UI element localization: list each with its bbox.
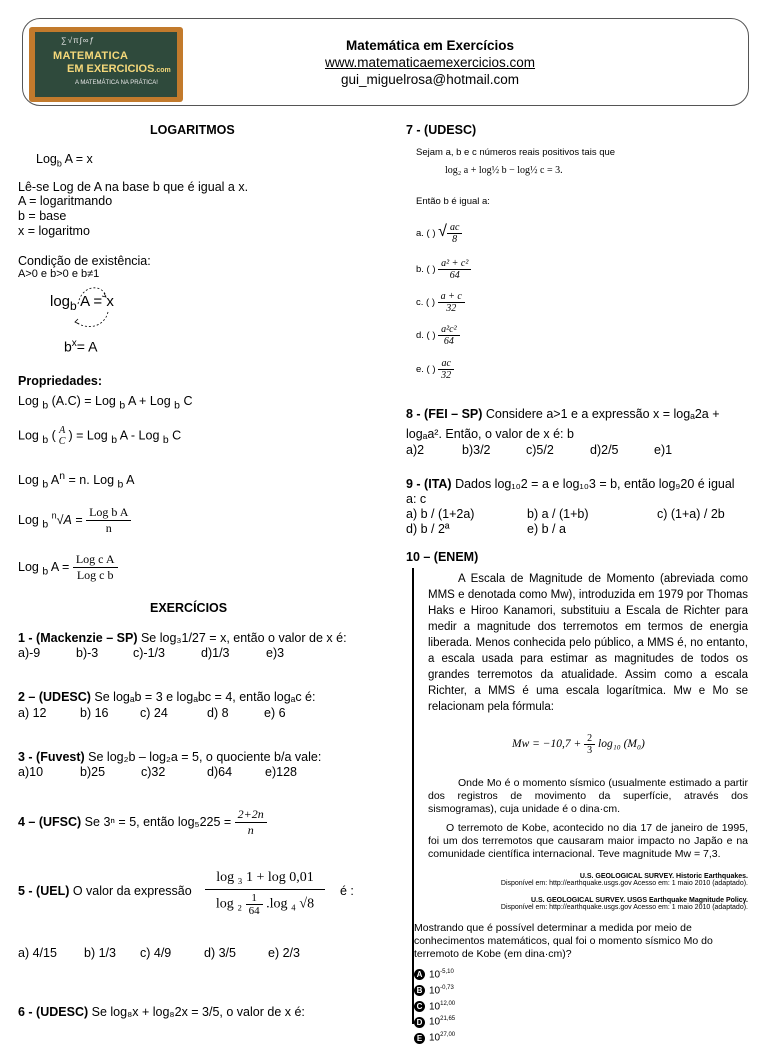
option: a)2 — [406, 443, 425, 457]
option-e: E 10$^{27,00}$ — [414, 1029, 455, 1045]
question-5-expression: log ₃ 1 + log 0,01 log ₂ $\frac{1}{64}$ .log ₄ √8 — [205, 870, 325, 917]
option: b)25 — [80, 765, 106, 779]
question-10-label: 10 – (ENEM) — [406, 550, 479, 564]
properties-title: Propriedades: — [18, 374, 103, 388]
option: c) 4/9 — [140, 946, 172, 960]
option: b) 1/3 — [84, 946, 116, 960]
option-d: D 10$^{21,65}$ — [414, 1013, 455, 1029]
question-10-options — [414, 966, 455, 1045]
question-4: 4 – (UFSC) Se 3ⁿ = 5, então log₅225 = $\frac{2+2n}{n}$ — [18, 807, 267, 838]
logo-line1: MATEMATICA — [53, 50, 129, 62]
property-root: Log $_b$ $^n$√A = $\frac{\text{Log b A}}{n}$ — [18, 505, 131, 536]
property-quotient: Log $_b$ ( A C ) = Log $_b$ A - Log $_b$ C — [18, 425, 182, 447]
option-a: A $10^{-5,10}$ — [414, 966, 455, 982]
option: c)32 — [141, 765, 166, 779]
logo-chalkboard — [35, 32, 177, 97]
question-7-option-b: b. ( ) $\frac{\text{a² + c²}}{64}$ — [416, 258, 471, 281]
question-7-intro: Sejam a, b e c números reais positivos tais que — [416, 147, 616, 158]
option: c)-1/3 — [133, 646, 165, 660]
question-8: 8 - (FEI – SP) Considere a>1 e a expressão x = logₐ2a + — [406, 407, 720, 421]
option: a)10 — [18, 765, 44, 779]
option: a) 12 — [18, 706, 47, 720]
property-product: Log $_b$ (A.C) = Log $_b$ A + Log $_b$ C — [18, 394, 193, 412]
read-line: Lê-se Log de A na base b que é igual a x. — [18, 180, 249, 194]
option: a) b / (1+2a) — [406, 507, 475, 521]
question-3: 3 - (Fuvest) Se log₂b – log₂a = 5, o quociente b/a vale: — [18, 750, 322, 764]
log-diagram: $\log_b A = x$ — [50, 293, 114, 313]
logaritmo-line: x = logaritmo — [18, 224, 90, 238]
existence-condition: A>0 e b>0 e b≠1 — [18, 268, 100, 280]
option: a)-9 — [18, 646, 41, 660]
question-7-option-c: c. ( ) $\frac{a + c}{32}$ — [416, 291, 465, 314]
power-diagram: $b^x= A$ — [64, 338, 98, 355]
option: c) 24 — [140, 706, 168, 720]
logaritmando-line: A = logaritmando — [18, 194, 113, 208]
question-10-paragraph-1: A Escala de Magnitude de Momento (abreviada como MMS e denotada como Mw), introduzida em 1979 por Thomas Haks e Hiroo Kanamori, substituiu a Escala de Richter para medir a magnitude dos terremotos em termos de energia liberada. Menos conhecida pelo público, a MMS é, no entanto, a escala usada para estimar as magnitudes de todos os grandes terremotos da atualidade. Assim como a escala Richter, a MMS é uma escala logarítmica. Mw e Mo se relacionam pela fórmula: — [428, 573, 748, 713]
question-10-paragraph-2: Onde Mo é o momento sísmico (usualmente estimado a partir dos registros de movimento da superfície, através dos sismogramas), cuja unidade é o dina·cm. — [428, 777, 748, 815]
option: d)2/5 — [590, 443, 619, 457]
question-1-options — [18, 646, 338, 660]
option: e)1 — [654, 443, 673, 457]
existence-title: Condição de existência: — [18, 254, 151, 268]
question-2: 2 – (UDESC) Se logₐb = 3 e logₐbc = 4, então logₐc é: — [18, 690, 316, 704]
question-9-options-row2 — [406, 522, 566, 536]
option-c: C 10$^{12,00}$ — [414, 998, 455, 1014]
option: e) b / a — [527, 522, 566, 536]
option: c) (1+a) / 2b — [657, 507, 725, 521]
question-5-options — [18, 946, 300, 960]
option: b)3/2 — [462, 443, 491, 457]
question-10-question: Mostrando que é possível determinar a medida por meio de conhecimentos matemáticos, qual foi o momento sísmico Mo do terremoto de Kobe (em dina·cm)? — [414, 922, 713, 960]
option-b: B $10^{-0,73}$ — [414, 982, 455, 998]
property-power: Log $_b$ $A^n = n$. Log $_b$ A — [18, 471, 135, 491]
page-title: Matemática em Exercícios — [345, 38, 515, 53]
question-1: 1 - (Mackenzie – SP) Se log₃1/27 = x, então o valor de x é: — [18, 631, 347, 645]
site-logo — [29, 27, 183, 102]
contact-email[interactable]: gui_miguelrosa@hotmail.com — [340, 72, 520, 87]
question-10-formula: Mw = −10,7 + $\frac{2}{3}$ log₁₀ (M₀) — [512, 733, 645, 756]
question-3-options — [18, 765, 297, 779]
option: b) a / (1+b) — [527, 507, 589, 521]
logo-symbols: ∑√π∫∞ƒ — [61, 36, 95, 45]
question-7-then: Então b é igual a: — [416, 196, 490, 207]
option: e) 6 — [264, 706, 286, 720]
question-8-options — [406, 443, 672, 457]
option: d) b / 2ª — [406, 522, 450, 536]
section-title-logaritmos: LOGARITMOS — [150, 123, 235, 137]
definition-formula: Log$_b$ A = x — [36, 152, 93, 169]
question-8-line2: logₐa². Então, o valor de x é: b — [406, 427, 574, 441]
question-9: 9 - (ITA) Dados log₁₀2 = a e log₁₀3 = b, então log₉20 é igual — [406, 477, 735, 491]
exercises-title: EXERCÍCIOS — [150, 601, 228, 615]
question-9-options-row1 — [406, 507, 725, 521]
option: e)128 — [265, 765, 297, 779]
question-5-tail: é : — [340, 884, 354, 898]
option: d) 3/5 — [204, 946, 236, 960]
option: b)-3 — [76, 646, 99, 660]
option: b) 16 — [80, 706, 109, 720]
arrows-diagram — [60, 280, 120, 332]
option: d) 8 — [207, 706, 229, 720]
base-line: b = base — [18, 209, 67, 223]
question-7-label: 7 - (UDESC) — [406, 123, 477, 137]
question-6: 6 - (UDESC) Se log₈x + log₈2x = 3/5, o valor de x é: — [18, 1005, 305, 1019]
option: d)64 — [207, 765, 233, 779]
option: c)5/2 — [526, 443, 554, 457]
question-10-paragraph-3: O terremoto de Kobe, acontecido no dia 17 de janeiro de 1995, foi um dos terremotos que causaram maior impacto no Japão e na comunidade científica internacional. Teve magnitude Mw = 7,3. — [428, 822, 748, 860]
question-5: 5 - (UEL) O valor da expressão — [18, 884, 192, 898]
question-10-source-1: U.S. GEOLOGICAL SURVEY. Historic Earthquakes. Disponível em: http://earthquake.usgs.gov Acesso em: 1 maio 2010 (adaptado). — [500, 873, 748, 887]
question-10-source-2: U.S. GEOLOGICAL SURVEY. USGS Earthquake Magnitude Policy. Disponível em: http://earthquake.usgs.gov Acesso em: 1 maio 2010 (adaptado). — [500, 897, 748, 911]
option: d)1/3 — [201, 646, 230, 660]
question-2-options — [18, 706, 286, 720]
logo-tagline: A MATEMÁTICA NA PRÁTICA! — [75, 80, 158, 86]
question-7-option-d: d. ( ) $\frac{\text{a²c²}}{64}$ — [416, 324, 460, 347]
property-change-base: Log $_b$ A = $\frac{\text{Log c A}}{\text{Log c b}}$ — [18, 552, 118, 583]
logo-line2: EM EXERCICIOS.com — [67, 63, 171, 75]
question-7-equation: log₂ a + log½ b − log½ c = 3. — [445, 165, 563, 176]
question-7-option-e: e. ( ) $\frac{ac}{32}$ — [416, 358, 454, 381]
option: e) 2/3 — [268, 946, 300, 960]
option: e)3 — [266, 646, 285, 660]
site-url-link[interactable]: www.matematicaemexercicios.com — [324, 55, 536, 70]
option: a) 4/15 — [18, 946, 57, 960]
question-9-line2: a: c — [406, 492, 427, 506]
question-7-option-a: a. ( ) √ $\frac{ac}{8}$ — [416, 222, 462, 245]
